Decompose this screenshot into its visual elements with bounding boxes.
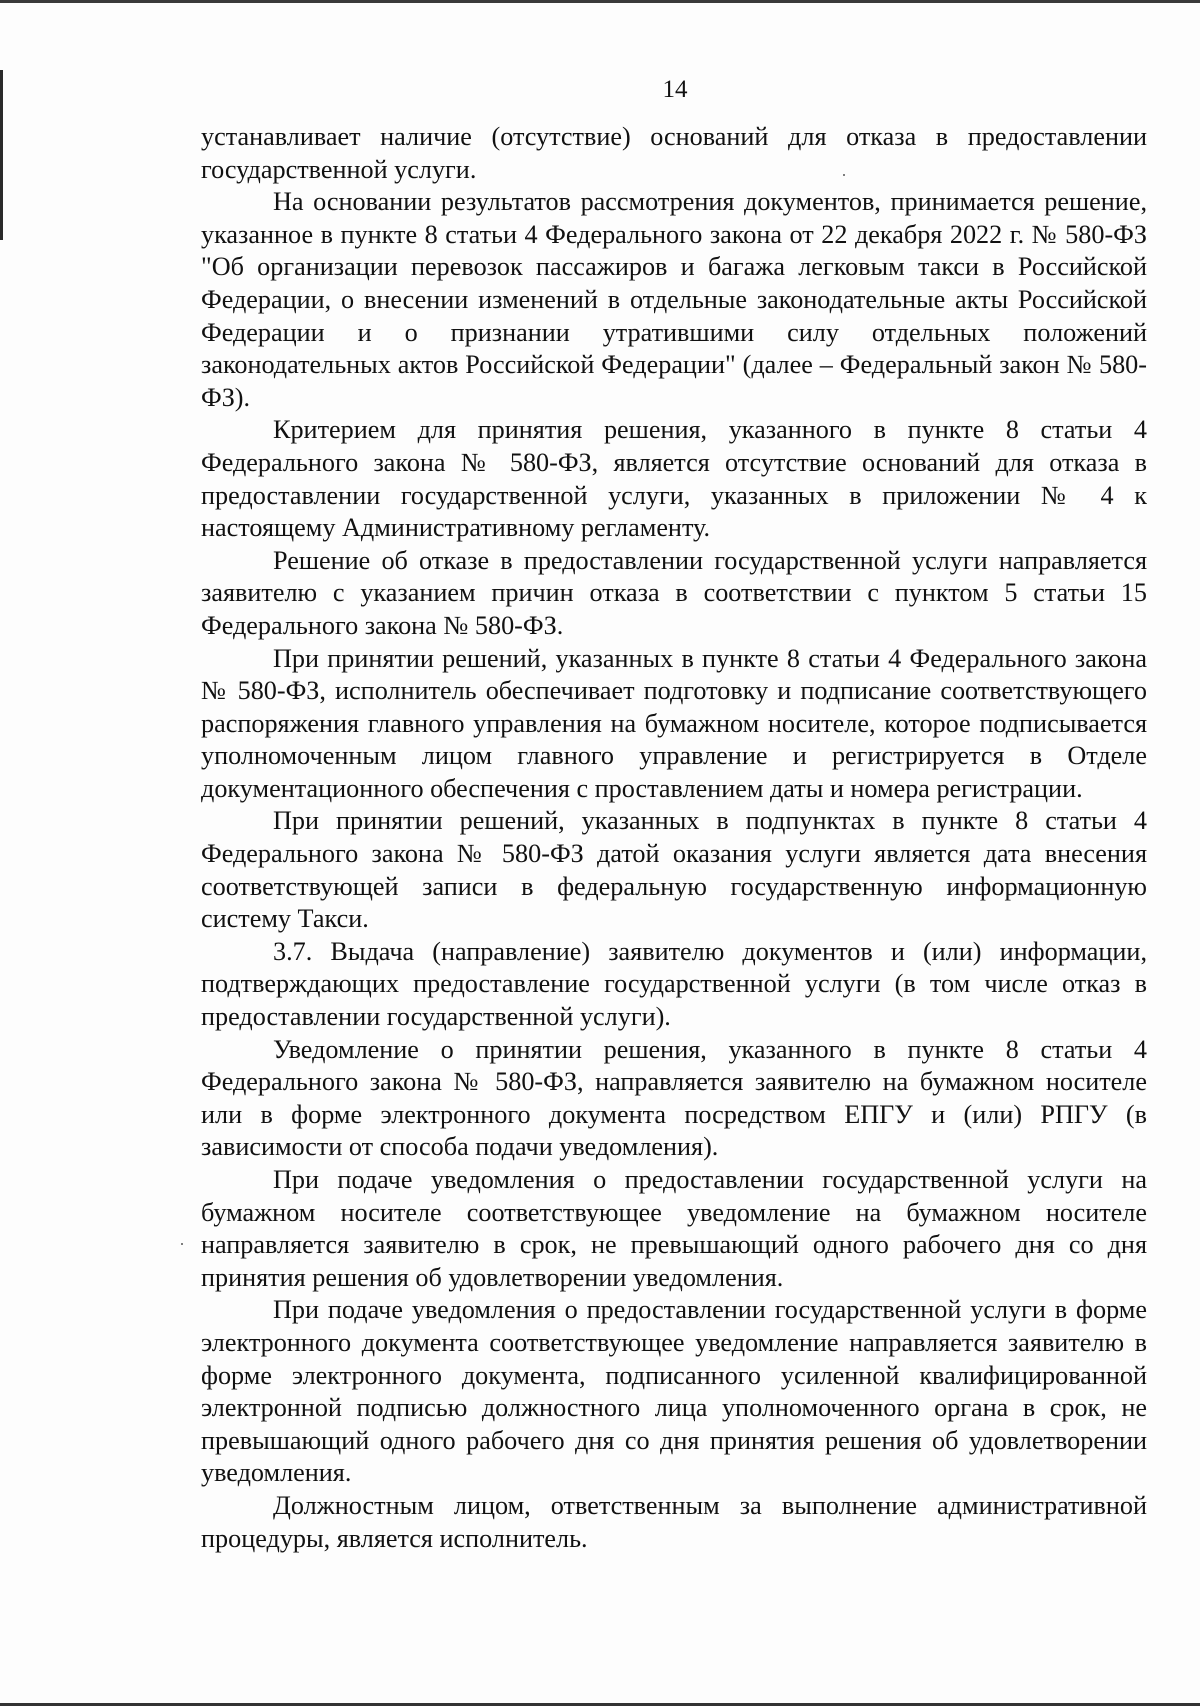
- paragraph: При принятии решений, указанных в подпунктах в пункте 8 статьи 4 Федерального закона № 580-ФЗ датой оказания услуги является дата внесения соответствующей записи в федеральную государственную информационную систему Такси.: [201, 806, 1147, 934]
- paragraph: Уведомление о принятии решения, указанного в пункте 8 статьи 4 Федерального закона № 580-ФЗ, направляется заявителю на бумажном носителе или в форме электронного документа посредством ЕПГУ и (или) РПГУ (в зависимости от способа подачи уведомления).: [201, 1034, 1147, 1162]
- paragraph: Критерием для принятия решения, указанного в пункте 8 статьи 4 Федерального закона № 580-ФЗ, является отсутствие оснований для отказа в предоставлении государственной услуги, указанных в приложении № 4 к настоящему Административному регламенту.: [201, 415, 1147, 543]
- paragraph: При подаче уведомления о предоставлении государственной услуги в форме электронного документа соответствующее уведомление направляется заявителю в форме электронного документа, подписанного усиленной квалифицированной электронной подписью должностного лица уполномоченного органа в срок, не превышающий одного рабочего дня со дня принятия решения об удовлетворении уведомления.: [201, 1295, 1147, 1488]
- page-number: 14: [662, 76, 688, 103]
- paragraph: На основании результатов рассмотрения документов, принимается решение, указанное в пункте 8 статьи 4 Федерального закона от 22 декабря 2022 г. № 580-ФЗ "Об организации перевозок пассажиров и багажа легковым такси в Российской Федерации, о внесении изменений в отдельные законодательные акты Российской Федерации и о признании утратившими силу отдельных положений законодательных актов Российской Федерации" (далее – Федеральный закон № 580-ФЗ).: [201, 187, 1147, 412]
- scan-edge-top: [0, 0, 1200, 3]
- paragraph: Решение об отказе в предоставлении государственной услуги направляется заявителю с указанием причин отказа в соответствии с пунктом 5 статьи 15 Федерального закона № 580-ФЗ.: [201, 545, 1147, 640]
- paragraph: Должностным лицом, ответственным за выполнение административной процедуры, является исполнитель.: [201, 1490, 1147, 1553]
- scan-speck: [181, 1243, 183, 1245]
- paragraph: При принятии решений, указанных в пункте 8 статьи 4 Федерального закона № 580-ФЗ, исполнитель обеспечивает подготовку и подписание соответствующего распоряжения главного управления на бумажном носителе, которое подписывается уполномоченным лицом главного управление и регистрируется в Отделе документационного обеспечения с проставлением даты и номера регистрации.: [201, 643, 1147, 803]
- paragraph: При подаче уведомления о предоставлении государственной услуги на бумажном носителе соответствующее уведомление на бумажном носителе направляется заявителю в срок, не превышающий одного рабочего дня со дня принятия решения об удовлетворении уведомления.: [201, 1165, 1147, 1292]
- document-body: [201, 121, 1147, 1555]
- section-heading-paragraph: 3.7. Выдача (направление) заявителю документов и (или) информации, подтверждающих предоставление государственной услуги (в том числе отказ в предоставлении государственной услуги).: [201, 936, 1147, 1032]
- paragraph-continuation: устанавливает наличие (отсутствие) оснований для отказа в предоставлении государственной услуги.: [201, 122, 1147, 184]
